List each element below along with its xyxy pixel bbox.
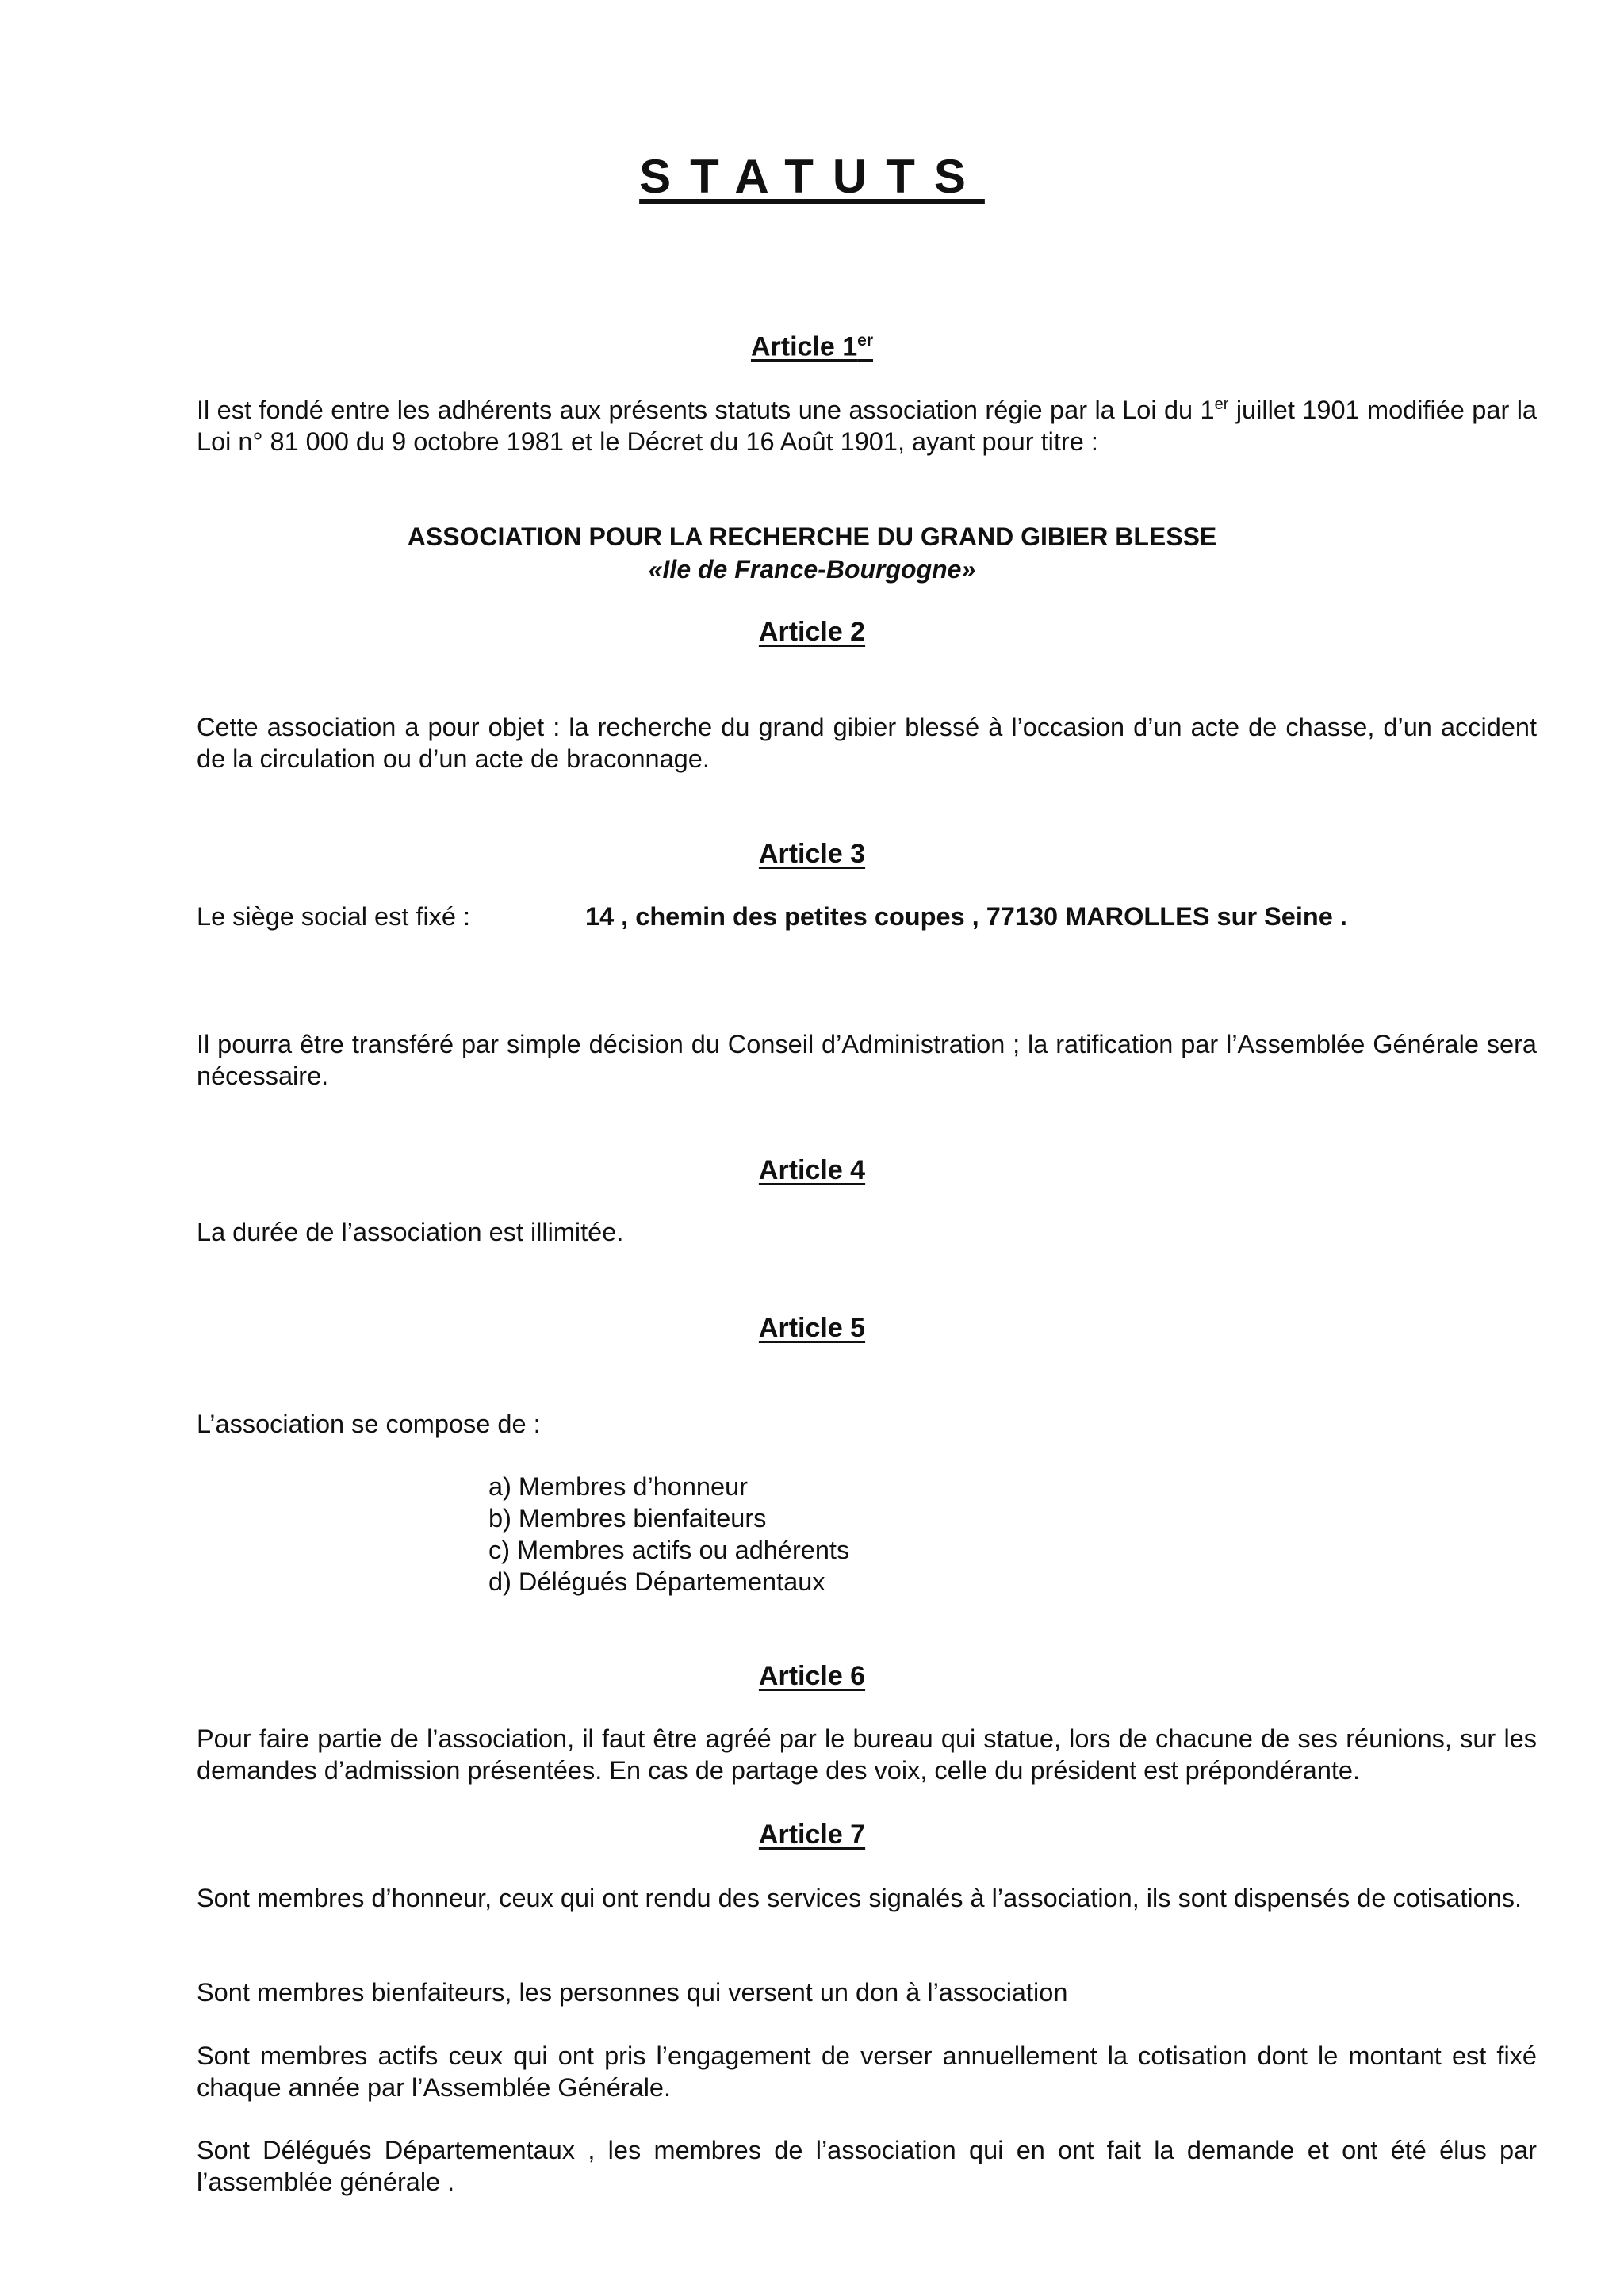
article-7-para-2: Sont membres bienfaiteurs, les personnes qui versent un don à l’association	[197, 1978, 1068, 2007]
article-6-heading: Article 6	[758, 1661, 866, 1691]
article-3-heading: Article 3	[758, 839, 866, 869]
article-6-text: Pour faire partie de l’association, il faut être agréé par le bureau qui statue, lors de chacune de ses réunions, sur les demandes d’admission présentées. En cas de partage des voix, celle du président est prépondérante.	[197, 1724, 1537, 1785]
article-2-heading: Article 2	[758, 617, 866, 647]
association-name: ASSOCIATION POUR LA RECHERCHE DU GRAND GIBIER BLESSE	[407, 522, 1217, 551]
article-7-para-3: Sont membres actifs ceux qui ont pris l’engagement de verser annuellement la cotisation dont le montant est fixé chaque année par l’Assemblée Générale.	[197, 2042, 1537, 2102]
list-item: c) Membres actifs ou adhérents	[488, 1536, 850, 1564]
article-5-heading: Article 5	[758, 1313, 866, 1343]
article-7-para-4: Sont Délégués Départementaux , les membres de l’association qui en ont fait la demande et ont été élus par l’assemblée générale .	[197, 2136, 1537, 2196]
article-5-intro: L’association se compose de :	[197, 1410, 541, 1438]
member-types-list	[488, 1471, 849, 1598]
article-4-text: La durée de l’association est illimitée.	[197, 1218, 624, 1246]
association-subtitle: «Ile de France-Bourgogne»	[648, 555, 976, 584]
document-title: STATUTS	[639, 150, 985, 203]
list-item: a) Membres d’honneur	[488, 1472, 748, 1501]
article-1-heading	[0, 331, 1624, 362]
article-3-transfer-text: Il pourra être transféré par simple décision du Conseil d’Administration ; la ratification par l’Assemblée Générale sera nécessaire.	[197, 1030, 1537, 1090]
article-1-text-a: Il est fondé entre les adhérents aux présents statuts une association régie par la Loi du 1	[197, 396, 1215, 424]
article-1-text-b: juillet 1901 modifiée par la Loi n° 81 000 du 9 octobre 1981 et le Décret du 16 Août 1901, ayant pour titre :	[197, 396, 1537, 456]
list-item: b) Membres bienfaiteurs	[488, 1504, 767, 1533]
article-7-para-1: Sont membres d’honneur, ceux qui ont rendu des services signalés à l’association, ils sont dispensés de cotisations.	[197, 1884, 1522, 1912]
seat-address: 14 , chemin des petites coupes , 77130 MAROLLES sur Seine .	[585, 902, 1347, 931]
article-2-text: Cette association a pour objet : la recherche du grand gibier blessé à l’occasion d’un acte de chasse, d’un accident de la circulation ou d’un acte de braconnage.	[197, 713, 1537, 773]
article-7-heading: Article 7	[758, 1820, 866, 1850]
seat-label: Le siège social est fixé :	[197, 902, 471, 931]
article-4-heading: Article 4	[758, 1155, 866, 1185]
article-1-text-sup: er	[1214, 396, 1229, 414]
article-1-heading-text: Article 1	[750, 331, 858, 362]
list-item: d) Délégués Départementaux	[488, 1567, 825, 1596]
article-1-text	[197, 394, 1537, 457]
article-1-heading-sup: er	[857, 331, 874, 350]
